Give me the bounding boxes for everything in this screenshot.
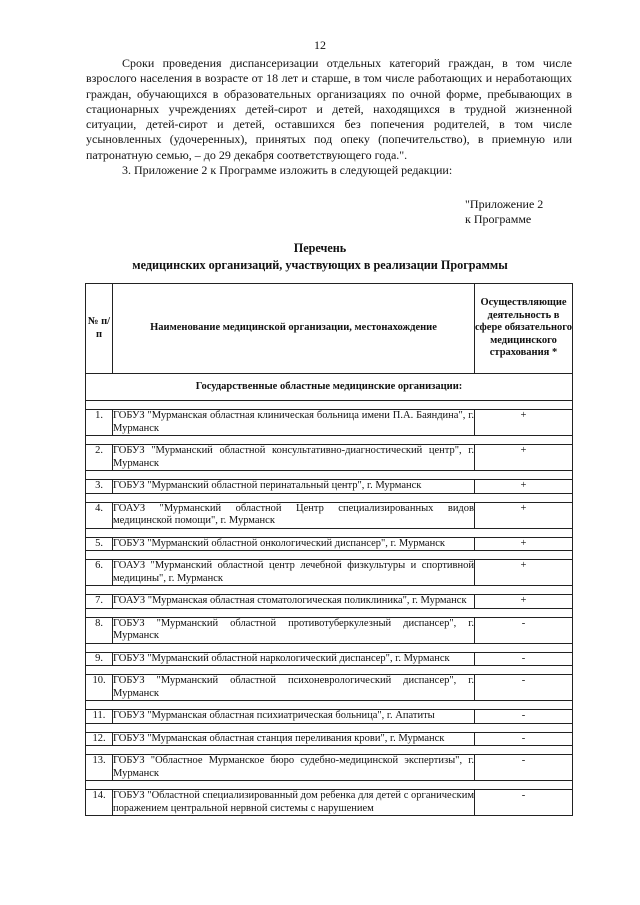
gap-row <box>86 781 573 790</box>
row-number: 14. <box>86 790 113 816</box>
gap-row <box>86 666 573 675</box>
intro-text <box>86 56 572 178</box>
gap-cell <box>86 586 573 595</box>
oms-mark: + <box>475 410 573 436</box>
gap-row <box>86 586 573 595</box>
oms-mark: - <box>475 755 573 781</box>
oms-mark: + <box>475 480 573 494</box>
table-row <box>86 710 573 724</box>
section-row <box>86 374 573 401</box>
row-number: 2. <box>86 445 113 471</box>
table-row <box>86 675 573 701</box>
table-row <box>86 502 573 528</box>
row-number: 12. <box>86 732 113 746</box>
header-organization-name: Наименование медицинской организации, местонахождение <box>113 284 475 374</box>
table-body <box>86 374 573 816</box>
gap-cell <box>86 401 573 410</box>
oms-mark: + <box>475 537 573 551</box>
table-row <box>86 652 573 666</box>
organization-name: ГОБУЗ "Мурманский областной консультативно-диагностический центр", г. Мурманск <box>113 445 474 469</box>
oms-mark: + <box>475 445 573 471</box>
gap-cell <box>86 701 573 710</box>
gap-cell <box>86 781 573 790</box>
table-row <box>86 790 573 816</box>
list-title <box>0 240 640 274</box>
appendix-reference <box>465 197 585 227</box>
gap-cell <box>86 746 573 755</box>
table-row <box>86 410 573 436</box>
oms-mark: + <box>475 502 573 528</box>
organization-name: ГОБУЗ "Областной специализированный дом ребенка для детей с органическим поражением центральной нервной системы с нарушением <box>113 790 474 814</box>
table-row <box>86 480 573 494</box>
gap-row <box>86 608 573 617</box>
oms-mark: - <box>475 675 573 701</box>
list-title-line-1: Перечень <box>293 241 347 255</box>
organization-name: ГОБУЗ "Мурманский областной наркологический диспансер", г. Мурманск <box>113 652 475 666</box>
row-number: 7. <box>86 595 113 609</box>
gap-cell <box>86 471 573 480</box>
gap-cell <box>86 528 573 537</box>
gap-row <box>86 643 573 652</box>
row-number: 8. <box>86 617 113 643</box>
gap-cell <box>86 551 573 560</box>
table-row <box>86 617 573 643</box>
row-number: 9. <box>86 652 113 666</box>
gap-cell <box>86 723 573 732</box>
appendix-reference-line-1: "Приложение 2 <box>465 197 544 211</box>
row-number: 10. <box>86 675 113 701</box>
organization-name: ГОБУЗ "Мурманская областная психиатрическая больница", г. Апатиты <box>113 710 475 724</box>
table-row <box>86 537 573 551</box>
organization-name: ГОБУЗ "Мурманский областной онкологический диспансер", г. Мурманск <box>113 537 475 551</box>
gap-cell <box>86 666 573 675</box>
row-number: 6. <box>86 560 113 586</box>
organization-name: ГОБУЗ "Мурманский областной противотуберкулезный диспансер", г. Мурманск <box>113 617 474 641</box>
gap-row <box>86 701 573 710</box>
row-number: 13. <box>86 755 113 781</box>
oms-mark: - <box>475 732 573 746</box>
oms-mark: + <box>475 560 573 586</box>
gap-cell <box>86 608 573 617</box>
organization-name: ГОБУЗ "Областное Мурманское бюро судебно-медицинской экспертизы", г. Мурманск <box>113 755 474 779</box>
oms-mark: - <box>475 710 573 724</box>
organization-name: ГОБУЗ "Мурманский областной психоневрологический диспансер", г. Мурманск <box>113 675 474 699</box>
gap-row <box>86 723 573 732</box>
row-number: 5. <box>86 537 113 551</box>
organization-name: ГОАУЗ "Мурманский областной Центр специализированных видов медицинской помощи", г. Мурманск <box>113 502 474 526</box>
gap-row <box>86 528 573 537</box>
organization-name: ГОБУЗ "Мурманский областной перинатальный центр", г. Мурманск <box>113 480 475 494</box>
organization-name: ГОАУЗ "Мурманская областная стоматологическая поликлиника", г. Мурманск <box>113 595 475 609</box>
table-row <box>86 595 573 609</box>
gap-cell <box>86 493 573 502</box>
organizations-table <box>85 283 573 816</box>
row-number: 11. <box>86 710 113 724</box>
gap-row <box>86 746 573 755</box>
section-title: Государственные областные медицинские организации: <box>86 374 573 401</box>
oms-mark: + <box>475 595 573 609</box>
list-title-line-2: медицинских организаций, участвующих в реализации Программы <box>132 258 508 272</box>
gap-cell <box>86 436 573 445</box>
oms-mark: - <box>475 617 573 643</box>
header-oms-activity: Осуществляющие деятельность в сфере обязательного медицинского страхования * <box>475 284 573 374</box>
header-number: № п/п <box>86 284 113 374</box>
appendix-reference-line-2: к Программе <box>465 212 532 226</box>
gap-row <box>86 471 573 480</box>
organization-name: ГОБУЗ "Мурманская областная станция переливания крови", г. Мурманск <box>113 732 475 746</box>
row-number: 3. <box>86 480 113 494</box>
table-row <box>86 732 573 746</box>
table-row <box>86 755 573 781</box>
row-number: 4. <box>86 502 113 528</box>
row-number: 1. <box>86 410 113 436</box>
oms-mark: - <box>475 790 573 816</box>
organization-name: ГОБУЗ "Мурманская областная клиническая больница имени П.А. Баяндина", г. Мурманск <box>113 410 474 434</box>
oms-mark: - <box>475 652 573 666</box>
gap-row <box>86 401 573 410</box>
gap-cell <box>86 643 573 652</box>
intro-paragraph-appendix: 3. Приложение 2 к Программе изложить в следующей редакции: <box>122 163 453 178</box>
page-number: 12 <box>314 38 326 52</box>
gap-row <box>86 436 573 445</box>
table-row <box>86 445 573 471</box>
table-header-row <box>86 284 573 374</box>
table-row <box>86 560 573 586</box>
intro-paragraph-deadlines: Сроки проведения диспансеризации отдельных категорий граждан, в том числе взрослого населения в возрасте от 18 лет и старше, в том числе работающих и неработающих граждан, обучающихся в образовательных организациях по очной форме, пребывающих в стационарных учреждениях детей-сирот и детей, находящихся в трудной жизненной ситуации, детей-сирот и детей, оставшихся без попечения родителей, в том числе усыновленных (удочеренных), принятых под опеку (попечительство), в приемную или патронатную семью, – до 29 декабря соответствующего года.". <box>86 56 572 162</box>
organization-name: ГОАУЗ "Мурманский областной центр лечебной физкультуры и спортивной медицины", г. Мурманск <box>113 560 474 584</box>
gap-row <box>86 493 573 502</box>
gap-row <box>86 551 573 560</box>
